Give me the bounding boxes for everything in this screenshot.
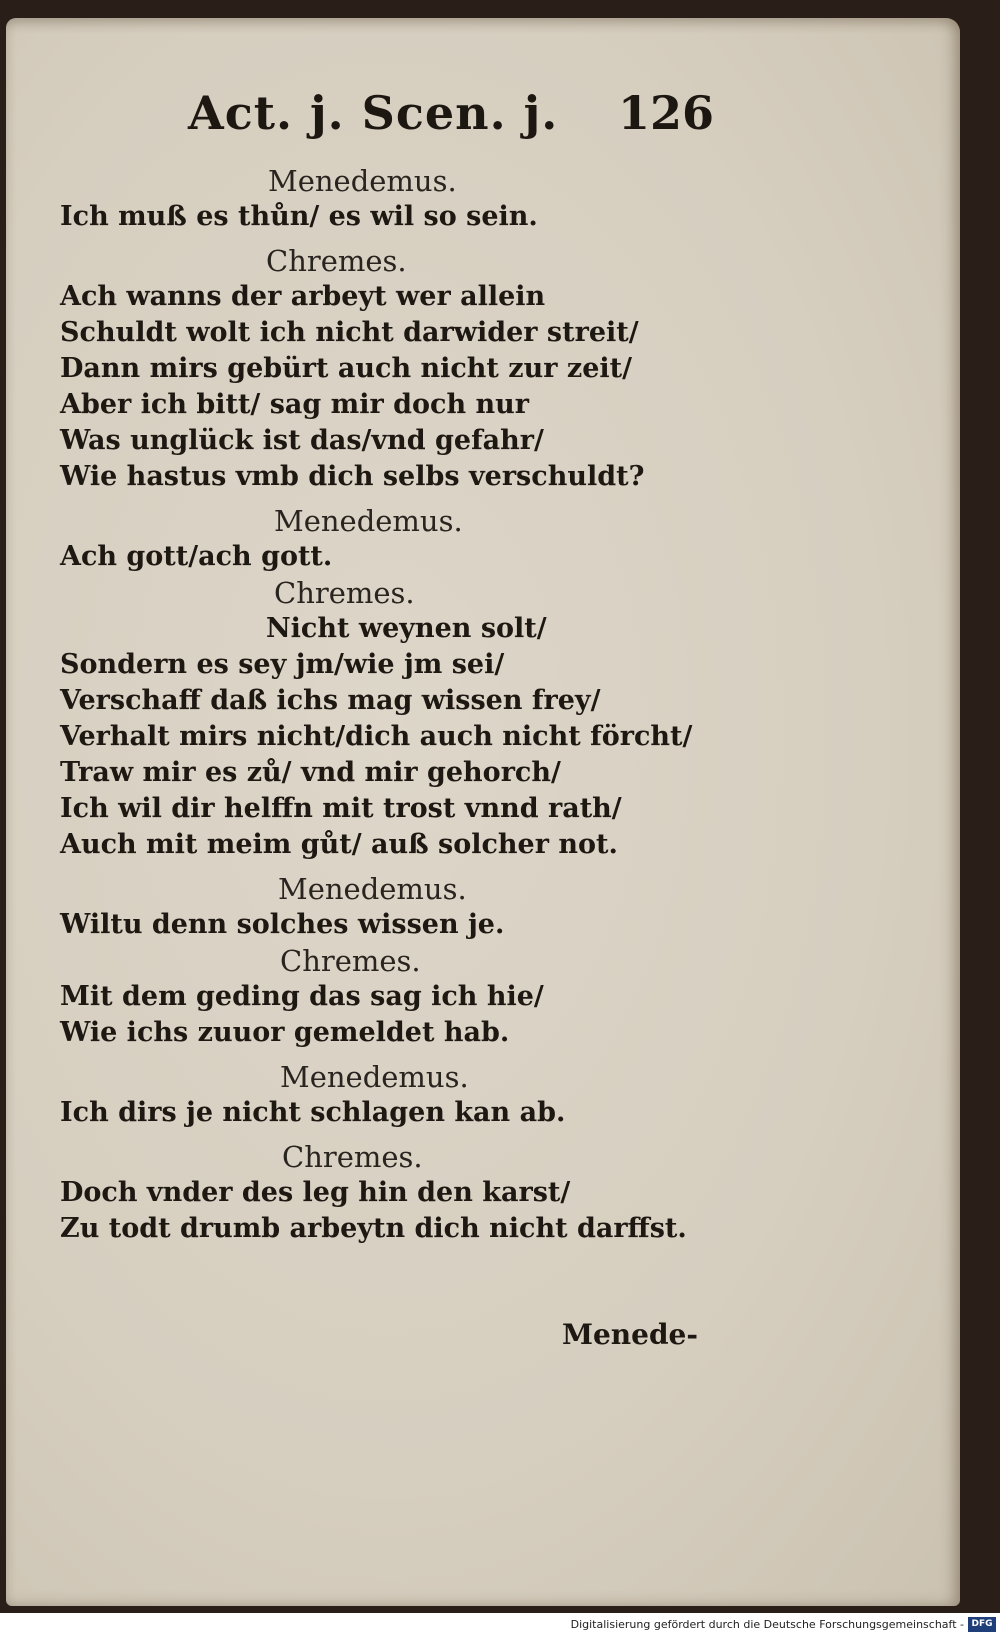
verse-line: Wie hastus vmb dich selbs verschuldt?: [60, 461, 645, 492]
verse-line: Dann mirs gebürt auch nicht zur zeit/: [60, 353, 632, 384]
speaker-name: Menedemus.: [280, 1060, 469, 1094]
verse-line: Auch mit meim gůt/ auß solcher not.: [60, 829, 618, 860]
speaker-name: Chremes.: [266, 244, 407, 278]
speaker-name: Chremes.: [280, 944, 421, 978]
speaker-name: Menedemus.: [268, 164, 457, 198]
verse-line: Doch vnder des leg hin den karst/: [60, 1177, 571, 1208]
verse-line: Ich dirs je nicht schlagen kan ab.: [60, 1097, 566, 1128]
verse-line: Was unglück ist das/vnd gefahr/: [60, 425, 544, 456]
speaker-name: Menedemus.: [278, 872, 467, 906]
speaker-name: Chremes.: [282, 1140, 423, 1174]
verse-line: Zu todt drumb arbeytn dich nicht darffst.: [60, 1213, 687, 1244]
verse-line: Verschaff daß ichs mag wissen frey/: [60, 685, 601, 716]
digitization-footer: [0, 1613, 1000, 1641]
verse-line: Wie ichs zuuor gemeldet hab.: [60, 1017, 510, 1048]
verse-line: Aber ich bitt/ sag mir doch nur: [60, 389, 529, 420]
funding-credit: Digitalisierung gefördert durch die Deutsche Forschungsgemeinschaft -: [570, 1618, 964, 1631]
page-header: [6, 86, 960, 156]
speaker-name: Chremes.: [274, 576, 415, 610]
verse-line: Wiltu denn solches wissen je.: [60, 909, 505, 940]
verse-line: Verhalt mirs nicht/dich auch nicht förcht/: [60, 721, 693, 752]
catchword: Menede-: [562, 1318, 698, 1351]
speaker-name: Menedemus.: [274, 504, 463, 538]
verse-line: Ach gott/ach gott.: [60, 541, 333, 572]
verse-line: Sondern es sey jm/wie jm sei/: [60, 649, 505, 680]
verse-line: Schuldt wolt ich nicht darwider streit/: [60, 317, 639, 348]
book-page: [6, 18, 960, 1606]
verse-text-block: [60, 163, 740, 1247]
verse-line: Mit dem geding das sag ich hie/: [60, 981, 544, 1012]
page-number: 126: [618, 86, 715, 140]
verse-line: Nicht weynen solt/: [266, 613, 547, 644]
running-head: Act. j. Scen. j.: [188, 86, 559, 140]
verse-line: Ich muß es thůn/ es wil so sein.: [60, 201, 538, 232]
verse-line: Traw mir es zů/ vnd mir gehorch/: [60, 757, 561, 788]
verse-line: Ich wil dir helffn mit trost vnnd rath/: [60, 793, 622, 824]
verse-line: Ach wanns der arbeyt wer allein: [60, 281, 546, 312]
dfg-logo-icon: DFG: [968, 1617, 996, 1632]
